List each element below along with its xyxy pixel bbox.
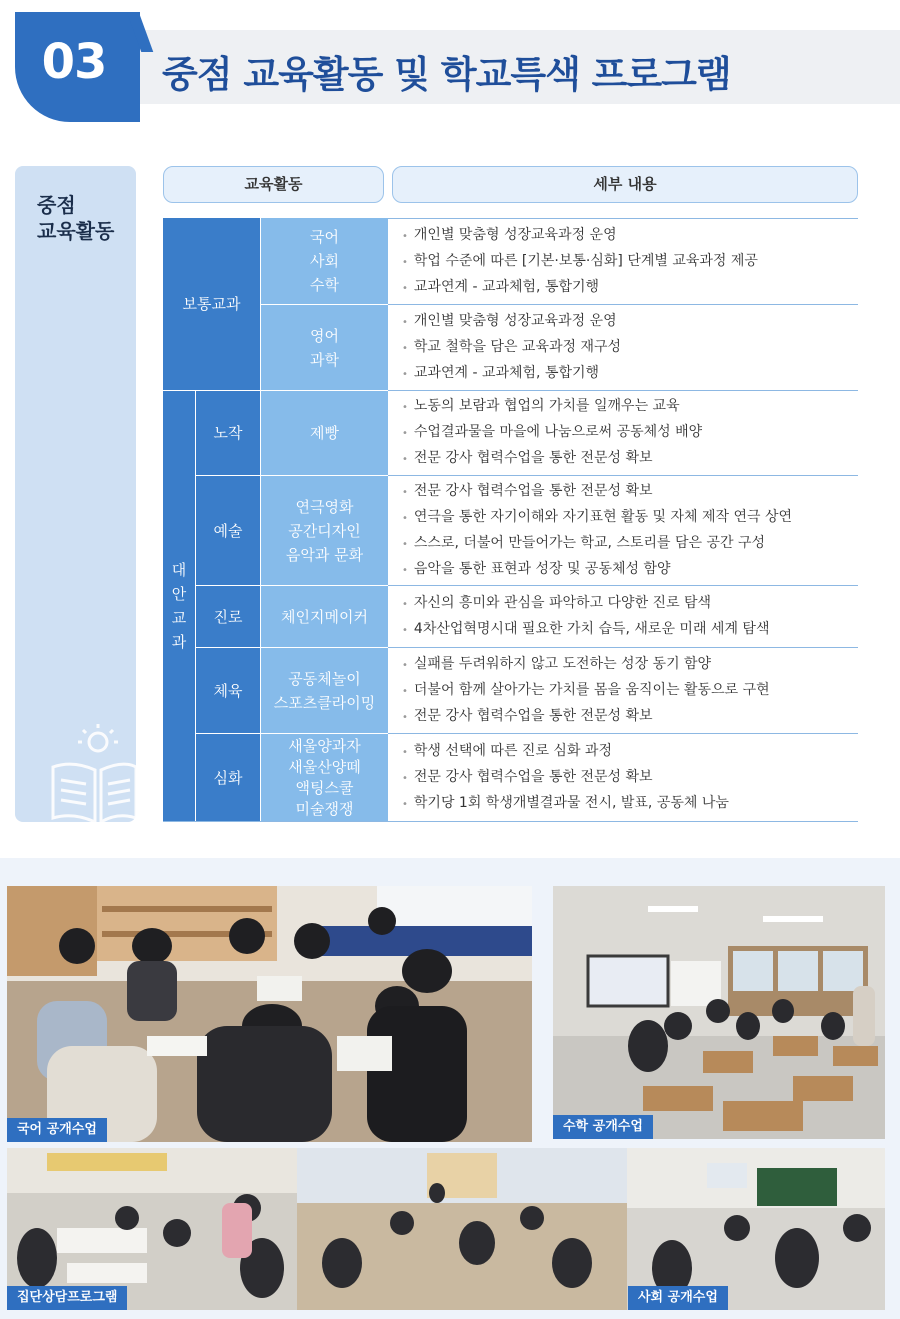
subcategory-label: 진로 — [213, 607, 243, 626]
photo-counseling-program — [7, 1148, 885, 1310]
photo-math-class — [553, 886, 885, 1139]
detail-item: • 음악을 통한 표현과 성장 및 공동체성 함양 — [402, 557, 858, 583]
subject-cell — [261, 391, 388, 475]
subcategory-cell — [196, 586, 260, 647]
subject-label: 공동체놀이 — [288, 669, 361, 688]
subject-label: 제빵 — [310, 424, 339, 442]
category-regular — [163, 218, 260, 390]
subject-cell — [261, 586, 388, 647]
detail-item: • 더불어 함께 살아가는 가치를 몸을 움직이는 활동으로 구현 — [402, 678, 858, 704]
subject-cell — [261, 648, 388, 733]
detail-item: • 전문 강사 협력수업을 통한 전문성 확보 — [402, 479, 858, 505]
detail-item: • 전문 강사 협력수업을 통한 전문성 확보 — [402, 765, 858, 791]
detail-item: • 자신의 흥미와 관심을 파악하고 다양한 진로 탐색 — [402, 591, 858, 617]
photo-korean-class — [7, 886, 532, 1142]
detail-list — [388, 733, 858, 821]
subcategory-cell — [196, 476, 260, 585]
photo-caption: 집단상담프로그램 — [7, 1286, 127, 1310]
detail-item: • 개인별 맞춤형 성장교육과정 운영 — [402, 223, 858, 249]
detail-item: • 실패를 두려워하지 않고 도전하는 성장 동기 함양 — [402, 652, 858, 678]
detail-item: • 노동의 보람과 협업의 가치를 일깨우는 교육 — [402, 394, 858, 420]
column-header-details: 세부 내용 — [392, 166, 858, 203]
subject-label: 사회 — [310, 252, 339, 270]
subject-label: 음악과 문화 — [285, 545, 364, 564]
photo-caption: 사회 공개수업 — [628, 1286, 728, 1310]
category-alternative-char: 대 — [171, 561, 187, 579]
category-alternative-char: 안 — [171, 585, 187, 603]
subject-label: 새울양과자 — [288, 736, 361, 755]
side-title-line2: 교육활동 — [37, 219, 115, 243]
subcategory-cell — [196, 648, 260, 733]
subject-label: 공간디자인 — [288, 521, 361, 540]
subject-label: 과학 — [310, 350, 339, 369]
detail-list — [388, 475, 858, 585]
detail-item: • 연극을 통한 자기이해와 자기표현 활동 및 자체 제작 연극 상연 — [402, 505, 858, 531]
detail-item: • 학업 수준에 따른 [기본·보통·심화] 단계별 교육과정 제공 — [402, 249, 858, 275]
subject-cell — [261, 218, 388, 304]
table-bottom-border — [163, 821, 858, 822]
subcategory-cell — [196, 391, 260, 475]
subject-label: 국어 — [310, 228, 339, 246]
photo-caption: 국어 공개수업 — [7, 1118, 107, 1142]
subcategory-label: 심화 — [213, 768, 243, 787]
side-panel — [15, 166, 136, 822]
detail-list — [388, 647, 858, 733]
detail-item: • 전문 강사 협력수업을 통한 전문성 확보 — [402, 704, 858, 730]
subcategory-label: 예술 — [213, 521, 243, 540]
section-number: 03 — [41, 34, 107, 90]
detail-item: • 4차산업혁명시대 필요한 가치 습득, 새로운 미래 세계 탐색 — [402, 617, 858, 643]
category-alternative-char: 교 — [171, 609, 187, 627]
column-header-activity: 교육활동 — [163, 166, 384, 203]
page-title: 중점 교육활동 및 학교특색 프로그램 — [162, 53, 731, 96]
detail-item: • 스스로, 더불어 만들어가는 학교, 스토리를 담은 공간 구성 — [402, 531, 858, 557]
section-number-badge — [15, 12, 140, 122]
subject-label: 액팅스쿨 — [295, 778, 354, 797]
subject-label: 수학 — [310, 276, 339, 294]
side-title-line1: 중점 — [37, 193, 76, 217]
detail-item: • 학교 철학을 담은 교육과정 재구성 — [402, 335, 858, 361]
subject-cell — [261, 305, 388, 390]
subcategory-label: 체육 — [213, 681, 243, 700]
category-alternative — [163, 391, 195, 821]
detail-list — [388, 218, 858, 304]
detail-list — [388, 304, 858, 390]
subject-label: 새울산양떼 — [288, 757, 361, 776]
subject-label: 체인지메이커 — [281, 607, 368, 626]
subcategory-label: 노작 — [213, 424, 243, 442]
detail-item: • 수업결과물을 마을에 나눔으로써 공동체성 배양 — [402, 420, 858, 446]
subject-cell — [261, 734, 388, 821]
subject-label: 연극영화 — [295, 497, 354, 516]
photo-caption: 수학 공개수업 — [553, 1115, 653, 1139]
subject-label: 영어 — [310, 326, 339, 345]
detail-item: • 개인별 맞춤형 성장교육과정 운영 — [402, 309, 858, 335]
detail-item: • 교과연계 - 교과체험, 통합기행 — [402, 275, 858, 301]
subject-label: 스포츠클라이밍 — [273, 693, 376, 712]
subcategory-cell — [196, 734, 260, 821]
detail-item: • 전문 강사 협력수업을 통한 전문성 확보 — [402, 446, 858, 472]
book-lightbulb-icon — [48, 722, 138, 822]
detail-item: • 교과연계 - 교과체험, 통합기행 — [402, 361, 858, 387]
subject-cell — [261, 476, 388, 585]
category-regular-label: 보통교과 — [182, 295, 241, 313]
detail-item: • 학생 선택에 따른 진로 심화 과정 — [402, 739, 858, 765]
detail-list — [388, 390, 858, 475]
detail-list — [388, 585, 858, 647]
detail-item: • 학기당 1회 학생개별결과물 전시, 발표, 공동체 나눔 — [402, 791, 858, 817]
category-alternative-char: 과 — [171, 633, 187, 651]
subject-label: 미술쟁쟁 — [295, 799, 354, 818]
side-title — [37, 192, 114, 244]
